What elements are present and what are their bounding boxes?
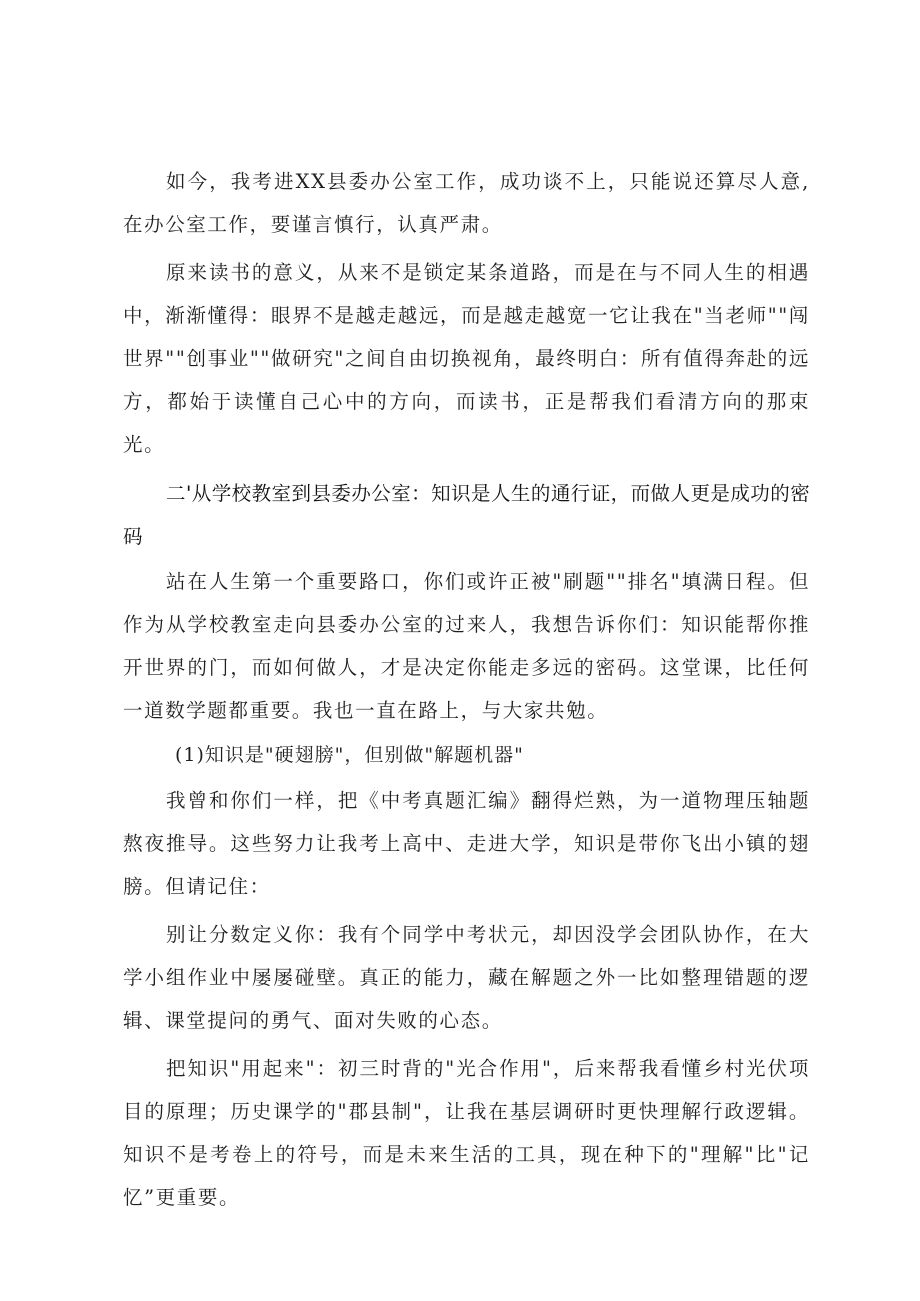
- section-heading-two: 二'从学校教室到县委办公室：知识是人生的通行证，而做人更是成功的密码: [123, 482, 810, 548]
- paragraph-scores-define: 别让分数定义你：我有个同学中考状元，却因没学会团队协作，在大学小组作业中屡屡碰壁。真正的能力，藏在解题之外一比如整理错题的逻辑、课堂提问的勇气、面对失败的心态。: [123, 923, 810, 1032]
- paragraph-exam-memories: 我曾和你们一样，把《中考真题汇编》翻得烂熟，为一道物理压轴题熬夜推导。这些努力让我考上高中、走进大学，知识是带你飞出小镇的翅膀。但请记住：: [123, 789, 810, 898]
- paragraph-meaning-of-reading: 原来读书的意义，从来不是锁定某条道路，而是在与不同人生的相遇中，渐渐懂得：眼界不是越走越远，而是越走越宽一它让我在"当老师""闯世界""创事业""做研究"之间自由切换视角，最终明白：所有值得奔赴的远方，都始于读懂自己心中的方向，而读书，正是帮我们看清方向的那束光。: [123, 261, 810, 456]
- paragraph-apply-knowledge: 把知识"用起来"：初三时背的"光合作用"，后来帮我看懂乡村光伏项目的原理；历史课学的"郡县制"，让我在基层调研时更快理解行政逻辑。知识不是考卷上的符号，而是未来生活的工具，现在种下的"理解"比"记忆”更重要。: [123, 1057, 810, 1209]
- subheading-knowledge-wings: (1)知识是"硬翅膀"，但别做"解题机器": [175, 744, 524, 766]
- document-body: [123, 160, 810, 1219]
- paragraph-life-crossroad: 站在人生第一个重要路口，你们或许正被"刷题""排名"填满日程。但作为从学校教室走向县委办公室的过来人，我想告诉你们：知识能帮你推开世界的门，而如何做人，才是决定你能走多远的密码。这堂课，比任何一道数学题都重要。我也一直在路上，与大家共勉。: [123, 570, 810, 722]
- paragraph-office-work: 如今，我考进XX县委办公室工作，成功谈不上，只能说还算尽人意,在办公室工作，要谨言慎行，认真严肃。: [123, 170, 810, 236]
